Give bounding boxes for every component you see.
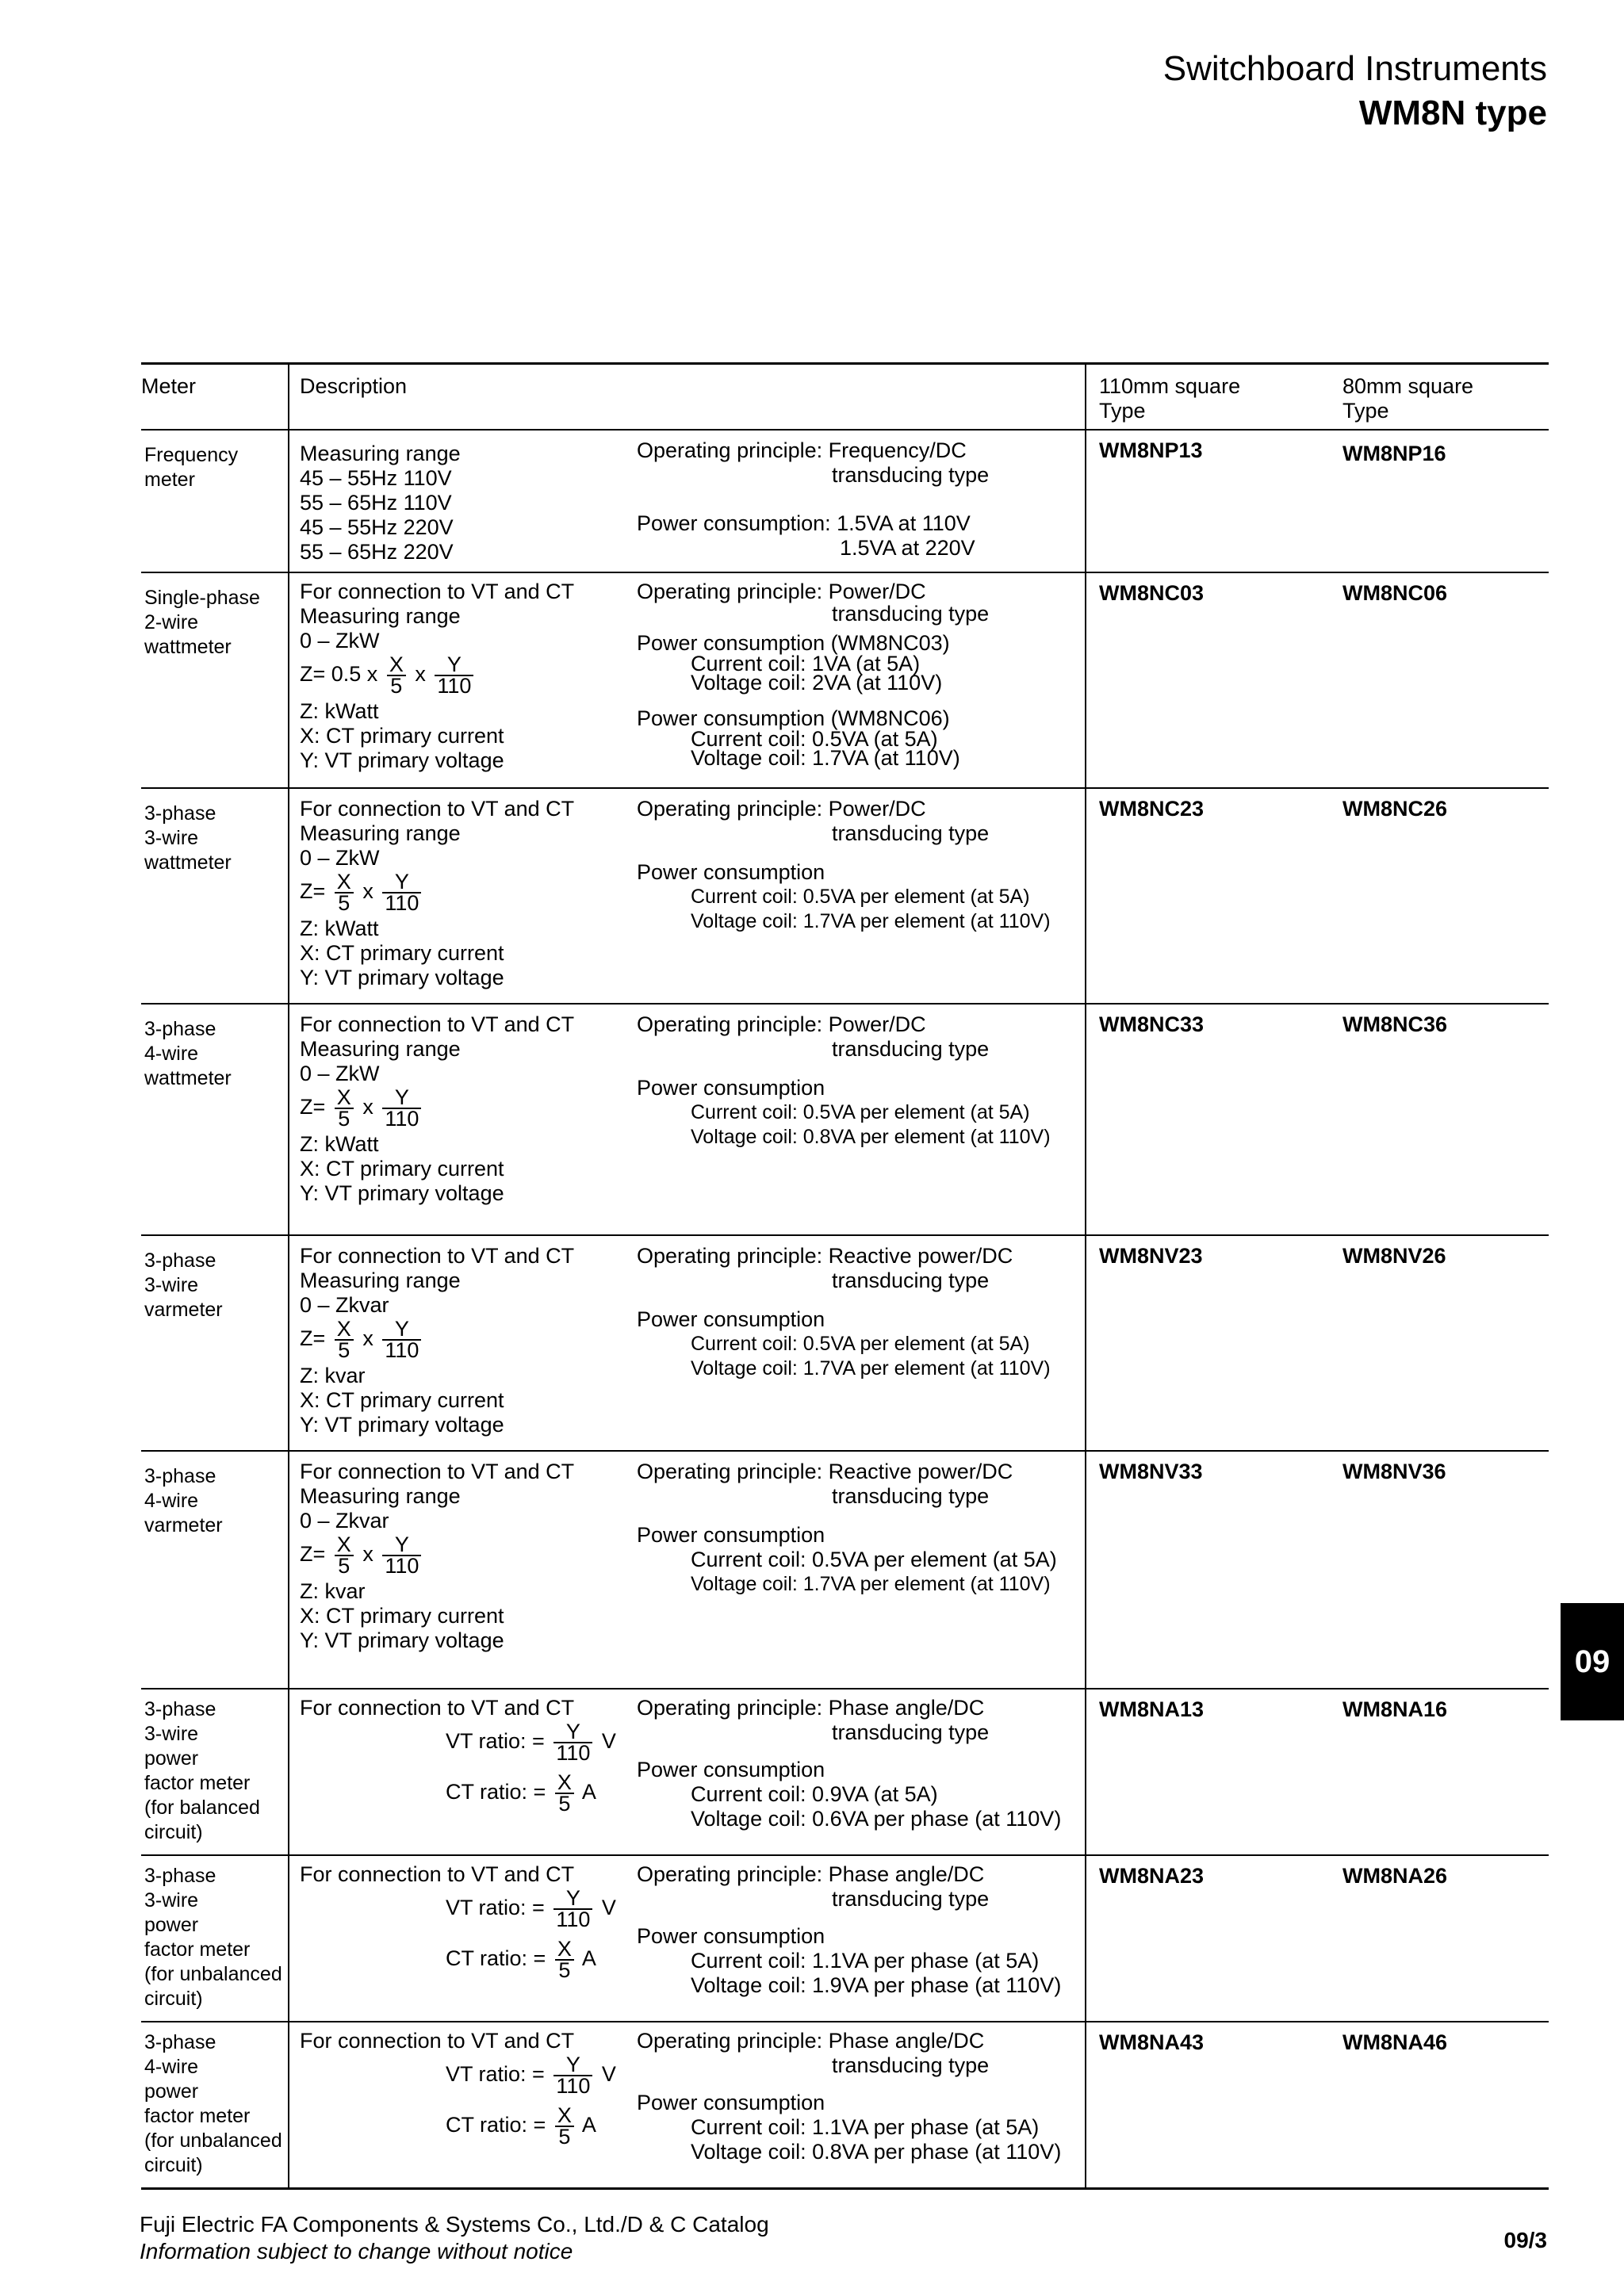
description: For connection to VT and CT Measuring range 0 – Zkvar Z= $\frac{X}{5}$ x $\frac{Y}{110}$ Z: kvar X: CT primary current Y: VT primary voltage: [300, 1460, 625, 1653]
description: For connection to VT and CT VT ratio: = $\frac{Y}{110}$ V CT ratio: = $\frac{X}{5}$ A: [300, 2029, 625, 2150]
formula: Z= $\frac{X}{5}$ x $\frac{Y}{110}$: [300, 871, 625, 916]
formula: Z= $\frac{X}{5}$ x $\frac{Y}{110}$: [300, 1318, 625, 1364]
specs: Operating principle: Reactive power/DC transducing type Power consumption Current coil: 0.5VA per element (at 5A) Voltage coil: 1.7VA per element (at 110V): [637, 1244, 1051, 1380]
specs: Operating principle: Frequency/DC transducing type Power consumption: 1.5VA at 110V 1.5VA at 220V: [637, 438, 990, 560]
description: For connection to VT and CT Measuring range 0 – Zkvar Z= $\frac{X}{5}$ x $\frac{Y}{110}$ Z: kvar X: CT primary current Y: VT primary voltage: [300, 1244, 625, 1437]
meter-name: Single-phase 2-wire wattmeter: [144, 587, 260, 658]
col-header-description: Description: [300, 374, 408, 398]
description: For connection to VT and CT VT ratio: = $\frac{Y}{110}$ V CT ratio: = $\frac{X}{5}$ A: [300, 1862, 625, 1984]
col-header-80mm: 80mm square Type: [1342, 374, 1474, 423]
specs: Operating principle: Power/DC transducing type Power consumption (WM8NC03) Current coil: 1VA (at 5A) Voltage coil: 2VA (at 110V) Power consumption (WM8NC06) Current coil: 0.5VA (at 5A) Voltage coil: 1.7VA (at 110V): [637, 580, 990, 770]
ct-ratio: CT ratio: = $\frac{X}{5}$ A: [446, 1937, 596, 1982]
meter-name: 3-phase 4-wire varmeter: [144, 1465, 223, 1536]
type-110mm: WM8NC23: [1099, 797, 1205, 821]
description: For connection to VT and CT Measuring range 0 – ZkW Z= $\frac{X}{5}$ x $\frac{Y}{110}$ Z: kWatt X: CT primary current Y: VT primary voltage: [300, 797, 625, 990]
col-header-meter: Meter: [141, 374, 197, 398]
description: For connection to VT and CT Measuring range 0 – ZkW Z= 0.5 x $\frac{X}{5}$ x $\frac{Y}{110}$ Z: kWatt X: CT primary current Y: VT primary voltage: [300, 580, 625, 773]
type-110mm: WM8NC33: [1099, 1012, 1205, 1036]
section-tab: 09: [1561, 1603, 1624, 1720]
ct-ratio: CT ratio: = $\frac{X}{5}$ A: [446, 1770, 596, 1816]
table-row: [141, 2021, 1549, 2190]
type-80mm: WM8NA46: [1342, 2030, 1448, 2054]
table-row: [141, 1688, 1549, 1856]
description: For connection to VT and CT VT ratio: = $\frac{Y}{110}$ V CT ratio: = $\frac{X}{5}$ A: [300, 1696, 625, 1817]
formula: Z= 0.5 x $\frac{X}{5}$ x $\frac{Y}{110}$: [300, 653, 625, 699]
page-title: Switchboard Instruments: [1162, 49, 1547, 88]
type-110mm: WM8NA43: [1099, 2030, 1205, 2054]
ct-ratio: CT ratio: = $\frac{X}{5}$ A: [446, 2103, 596, 2149]
specs: Operating principle: Phase angle/DC transducing type Power consumption Current coil: 1.1VA per phase (at 5A) Voltage coil: 1.9VA per phase (at 110V): [637, 1862, 1062, 1997]
table-row: [141, 1450, 1549, 1689]
formula: Z= $\frac{X}{5}$ x $\frac{Y}{110}$: [300, 1086, 625, 1132]
type-80mm: WM8NP16: [1342, 442, 1446, 465]
meter-name: 3-phase 3-wire power factor meter (for balanced circuit): [144, 1698, 260, 1843]
type-80mm: WM8NV26: [1342, 1244, 1446, 1268]
vt-ratio: VT ratio: = $\frac{Y}{110}$ V: [446, 2053, 616, 2098]
type-110mm: WM8NA13: [1099, 1697, 1205, 1721]
table-row: [141, 1854, 1549, 2022]
table-row: [141, 787, 1549, 1004]
description: Measuring range 45 – 55Hz 110V 55 – 65Hz 110V 45 – 55Hz 220V 55 – 65Hz 220V: [300, 442, 461, 564]
table-row: [141, 429, 1549, 573]
type-80mm: WM8NC06: [1342, 581, 1448, 605]
type-80mm: WM8NA26: [1342, 1864, 1448, 1888]
meter-name: 3-phase 4-wire power factor meter (for unbalanced circuit): [144, 2031, 282, 2176]
type-80mm: WM8NC36: [1342, 1012, 1448, 1036]
type-110mm: WM8NP13: [1099, 438, 1203, 462]
header-row: [141, 362, 1549, 430]
table-row: [141, 1003, 1549, 1236]
description: For connection to VT and CT Measuring range 0 – ZkW Z= $\frac{X}{5}$ x $\frac{Y}{110}$ Z: kWatt X: CT primary current Y: VT primary voltage: [300, 1012, 625, 1206]
vt-ratio: VT ratio: = $\frac{Y}{110}$ V: [446, 1886, 616, 1931]
footer-company: Fuji Electric FA Components & Systems Co., Ltd./D & C Catalog: [140, 2212, 769, 2237]
type-110mm: WM8NV23: [1099, 1244, 1203, 1268]
col-header-110mm: 110mm square Type: [1099, 374, 1241, 423]
specs: Operating principle: Power/DC transducing type Power consumption Current coil: 0.5VA per element (at 5A) Voltage coil: 1.7VA per element (at 110V): [637, 797, 1051, 932]
footer-note: Information subject to change without notice: [140, 2239, 573, 2263]
specs: Operating principle: Phase angle/DC transducing type Power consumption Current coil: 1.1VA per phase (at 5A) Voltage coil: 0.8VA per phase (at 110V): [637, 2029, 1062, 2164]
meter-name: Frequency meter: [144, 444, 239, 491]
specs: Operating principle: Reactive power/DC transducing type Power consumption Current coil: 0.5VA per element (at 5A) Voltage coil: 1.7VA per element (at 110V): [637, 1460, 1057, 1595]
page-subtitle: WM8N type: [1358, 94, 1547, 132]
vt-ratio: VT ratio: = $\frac{Y}{110}$ V: [446, 1720, 616, 1765]
specs: Operating principle: Phase angle/DC transducing type Power consumption Current coil: 0.9VA (at 5A) Voltage coil: 0.6VA per phase (at 110V): [637, 1696, 1062, 1831]
meter-name: 3-phase 3-wire power factor meter (for unbalanced circuit): [144, 1865, 282, 2010]
meter-name: 3-phase 4-wire wattmeter: [144, 1018, 232, 1089]
specs: Operating principle: Power/DC transducing type Power consumption Current coil: 0.5VA per element (at 5A) Voltage coil: 0.8VA per element (at 110V): [637, 1012, 1051, 1148]
page-number: 09/3: [1503, 2228, 1547, 2252]
meter-name: 3-phase 3-wire varmeter: [144, 1249, 223, 1321]
type-80mm: WM8NA16: [1342, 1697, 1448, 1721]
table-row: [141, 572, 1549, 789]
type-110mm: WM8NC03: [1099, 581, 1205, 605]
type-110mm: WM8NV33: [1099, 1460, 1203, 1483]
type-80mm: WM8NC26: [1342, 797, 1448, 821]
type-80mm: WM8NV36: [1342, 1460, 1446, 1483]
meter-name: 3-phase 3-wire wattmeter: [144, 802, 232, 874]
table-row: [141, 1234, 1549, 1452]
formula: Z= $\frac{X}{5}$ x $\frac{Y}{110}$: [300, 1533, 625, 1579]
type-110mm: WM8NA23: [1099, 1864, 1205, 1888]
